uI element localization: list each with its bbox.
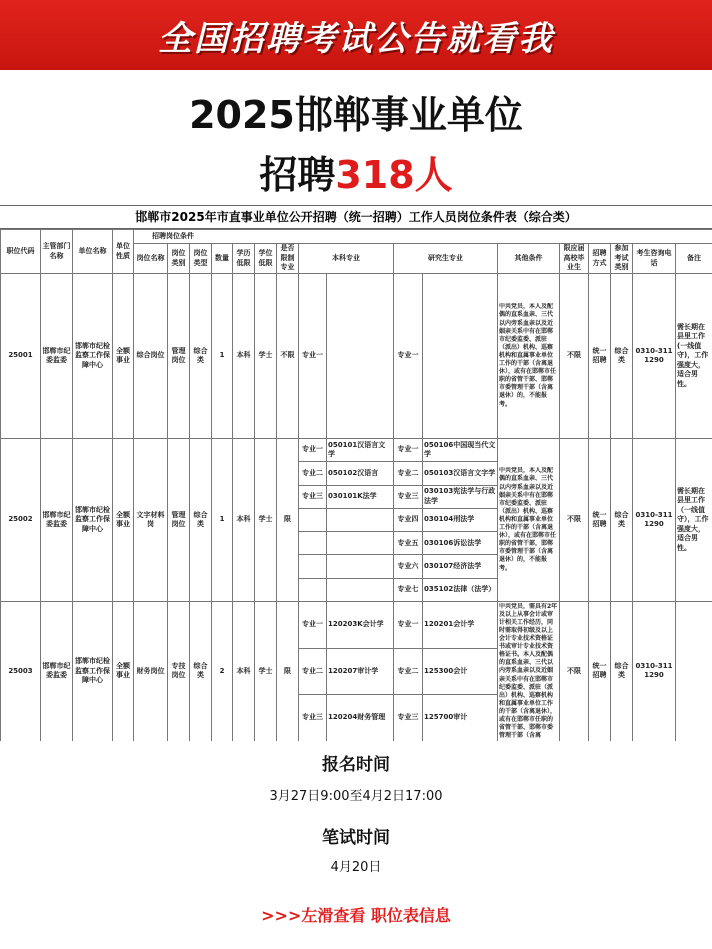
cell-dept: 邯郸市纪委监委 <box>41 439 73 602</box>
graduate-major <box>423 274 498 439</box>
column-header: 数量 <box>212 244 233 274</box>
cell-type: 综合类 <box>190 601 212 741</box>
cell-other-conditions <box>498 601 560 741</box>
bachelor-major-label: 专业三 <box>299 695 327 741</box>
headline-count <box>0 144 712 199</box>
graduate-major-label: 专业一 <box>394 601 423 648</box>
bachelor-major-label: 专业三 <box>299 485 327 508</box>
table-row <box>1 439 712 462</box>
other-conditions-text: 中共党员，本人及配偶的直系血亲、三代以内旁系血亲以及近姻亲关系中有在邯郸市纪委监委、派驻（派出）机构、巡察机构和直属事业单位工作的干部（含离退休），或有在邯郸市任职的省管干部、邯郸市委管理干部（含离退休）的，不能报考。 <box>499 303 557 408</box>
cell-edu: 本科 <box>233 601 255 741</box>
cell-count: 1 <box>212 274 233 439</box>
cell-edu: 本科 <box>233 439 255 602</box>
registration-time: 3月27日9:00至4月2日17:00 <box>269 789 443 804</box>
bachelor-major-label <box>299 555 327 578</box>
cell-count: 1 <box>212 439 233 602</box>
column-header: 其他条件 <box>498 244 560 274</box>
cell-degree: 学士 <box>255 601 277 741</box>
cell-post: 文字材料岗 <box>134 439 168 602</box>
cell-restrict: 限 <box>277 601 299 741</box>
cell-remark: 需长期在县里工作(一线值守)，工作强度大，适合男性。 <box>676 274 712 439</box>
cell-nature: 全额事业 <box>113 274 134 439</box>
graduate-major: 035102法律（法学） <box>423 578 498 601</box>
column-header: 单位性质 <box>113 230 134 274</box>
headline-prefix: 招聘 <box>259 153 336 197</box>
bachelor-major: 050101汉语言文学 <box>327 439 394 462</box>
table-row <box>1 601 712 648</box>
cell-code: 25003 <box>1 601 41 741</box>
bachelor-major <box>327 532 394 555</box>
cell-post: 财务岗位 <box>134 601 168 741</box>
graduate-major-label: 专业四 <box>394 508 423 531</box>
graduate-major-label: 专业三 <box>394 485 423 508</box>
graduate-major-label: 专业三 <box>394 695 423 741</box>
column-header: 考生咨询电话 <box>633 244 676 274</box>
cell-exam: 综合类 <box>611 439 633 602</box>
column-header: 参加考试类别 <box>611 244 633 274</box>
cell-exam: 综合类 <box>611 601 633 741</box>
column-header: 备注 <box>676 244 712 274</box>
graduate-major-label: 专业二 <box>394 648 423 695</box>
banner-text: 全国招聘考试公告就看我 <box>158 18 554 59</box>
cell-fresh: 不限 <box>560 601 589 741</box>
exam-time: 4月20日 <box>330 860 382 875</box>
column-header: 本科专业 <box>299 244 394 274</box>
graduate-major: 030103宪法学与行政法学 <box>423 485 498 508</box>
cell-remark <box>676 601 712 741</box>
cell-phone: 0310-3111290 <box>633 274 676 439</box>
graduate-major-label: 专业一 <box>394 274 423 439</box>
bachelor-major <box>327 578 394 601</box>
bachelor-major <box>327 555 394 578</box>
bachelor-major: 120204财务管理 <box>327 695 394 741</box>
graduate-major: 050106中国现当代文学 <box>423 439 498 462</box>
cell-method: 统一招聘 <box>589 601 611 741</box>
column-header: 主管部门名称 <box>41 230 73 274</box>
cell-method: 统一招聘 <box>589 439 611 602</box>
cell-code: 25002 <box>1 439 41 602</box>
graduate-major-label: 专业七 <box>394 578 423 601</box>
cell-dept: 邯郸市纪委监委 <box>41 601 73 741</box>
column-header: 岗位名称 <box>134 244 168 274</box>
table-row <box>1 274 712 439</box>
group-header: 招聘岗位条件 <box>134 230 712 244</box>
bachelor-major-label <box>299 532 327 555</box>
cell-restrict: 不限 <box>277 274 299 439</box>
cell-unit: 邯郸市纪检监察工作保障中心 <box>73 439 113 602</box>
cell-phone: 0310-3111290 <box>633 601 676 741</box>
cell-unit: 邯郸市纪检监察工作保障中心 <box>73 601 113 741</box>
cell-phone: 0310-3111290 <box>633 439 676 602</box>
bachelor-major-label <box>299 508 327 531</box>
headline-highlight: 318人 <box>335 153 453 197</box>
cell-exam: 综合类 <box>611 274 633 439</box>
graduate-major: 030107经济法学 <box>423 555 498 578</box>
other-conditions-text: 中共党员，需具有2年及以上从事会计或审计相关工作经历，同时需取得初级及以上会计专业技术资格证书或审计专业技术资格证书。本人及配偶的直系血亲、三代以内旁系血亲以及近姻亲关系中有在邯郸市纪委监委、派驻（派出）机构、巡察机构和直属事业单位工作的干部（含离退休），或有在邯郸市任职的省管干部、邯郸市委管理干部（含离 <box>499 602 558 740</box>
cell-fresh: 不限 <box>560 274 589 439</box>
graduate-major: 030106诉讼法学 <box>423 532 498 555</box>
graduate-major-label: 专业五 <box>394 532 423 555</box>
bachelor-major-label: 专业一 <box>299 274 327 439</box>
bachelor-major: 120207审计学 <box>327 648 394 695</box>
bachelor-major-label: 专业二 <box>299 648 327 695</box>
swipe-hint-link[interactable]: >>>左滑查看 职位表信息 <box>261 906 451 925</box>
cell-type: 综合类 <box>190 439 212 602</box>
bachelor-major-label: 专业一 <box>299 601 327 648</box>
cell-code: 25001 <box>1 274 41 439</box>
cell-count: 2 <box>212 601 233 741</box>
bachelor-major-label: 专业一 <box>299 439 327 462</box>
column-header: 学位低限 <box>255 244 277 274</box>
top-banner <box>0 0 712 70</box>
bachelor-major: 050102汉语言 <box>327 462 394 485</box>
column-header: 学历低限 <box>233 244 255 274</box>
graduate-major: 125300会计 <box>423 648 498 695</box>
bachelor-major <box>327 274 394 439</box>
graduate-major: 120201会计学 <box>423 601 498 648</box>
cell-nature: 全额事业 <box>113 601 134 741</box>
bachelor-major-label <box>299 578 327 601</box>
cell-remark: 需长期在县里工作（一线值守），工作强度大，适合男性。 <box>676 439 712 602</box>
cell-other-conditions <box>498 439 560 602</box>
column-header: 岗位类别 <box>168 244 190 274</box>
graduate-major: 125700审计 <box>423 695 498 741</box>
cell-dept: 邯郸市纪委监委 <box>41 274 73 439</box>
cell-edu: 本科 <box>233 274 255 439</box>
other-conditions-text: 中共党员，本人及配偶的直系血亲、三代以内旁系血亲以及近姻亲关系中有在邯郸市纪委监委、派驻（派出）机构、巡察机构和直属事业单位工作的干部（含离退休），或有在邯郸市任职的省管干部，邯郸市委管理干部（含离退休）的，不能报考。 <box>499 467 557 572</box>
cell-method: 统一招聘 <box>589 274 611 439</box>
position-table-grid <box>0 229 712 741</box>
cell-nature: 全额事业 <box>113 439 134 602</box>
cell-category: 管理岗位 <box>168 439 190 602</box>
registration-title: 报名时间 <box>322 755 390 775</box>
column-header: 限应届高校毕业生 <box>560 244 589 274</box>
column-header: 是否限制专业 <box>277 244 299 274</box>
bachelor-major: 030101K法学 <box>327 485 394 508</box>
column-header: 职位代码 <box>1 230 41 274</box>
headline-title: 2025邯郸事业单位 <box>189 93 523 137</box>
graduate-major-label: 专业六 <box>394 555 423 578</box>
cell-category: 管理岗位 <box>168 274 190 439</box>
graduate-major: 030104刑法学 <box>423 508 498 531</box>
bachelor-major <box>327 508 394 531</box>
column-header: 单位名称 <box>73 230 113 274</box>
cell-degree: 学士 <box>255 439 277 602</box>
cell-unit: 邯郸市纪检监察工作保障中心 <box>73 274 113 439</box>
graduate-major-label: 专业一 <box>394 439 423 462</box>
position-table <box>0 205 712 741</box>
column-header: 岗位类型 <box>190 244 212 274</box>
cell-category: 专技岗位 <box>168 601 190 741</box>
cell-post: 综合岗位 <box>134 274 168 439</box>
bachelor-major: 120203K会计学 <box>327 601 394 648</box>
bachelor-major-label: 专业二 <box>299 462 327 485</box>
graduate-major: 050103汉语言文字学 <box>423 462 498 485</box>
cell-degree: 学士 <box>255 274 277 439</box>
column-header: 招聘方式 <box>589 244 611 274</box>
exam-title: 笔试时间 <box>322 828 390 848</box>
table-title: 邯郸市2025年市直事业单位公开招聘（统一招聘）工作人员岗位条件表（综合类） <box>0 206 712 229</box>
cell-other-conditions <box>498 274 560 439</box>
cell-fresh: 不限 <box>560 439 589 602</box>
cell-restrict: 限 <box>277 439 299 602</box>
header-row <box>1 230 712 244</box>
graduate-major-label: 专业二 <box>394 462 423 485</box>
column-header: 研究生专业 <box>394 244 498 274</box>
cell-type: 综合类 <box>190 274 212 439</box>
